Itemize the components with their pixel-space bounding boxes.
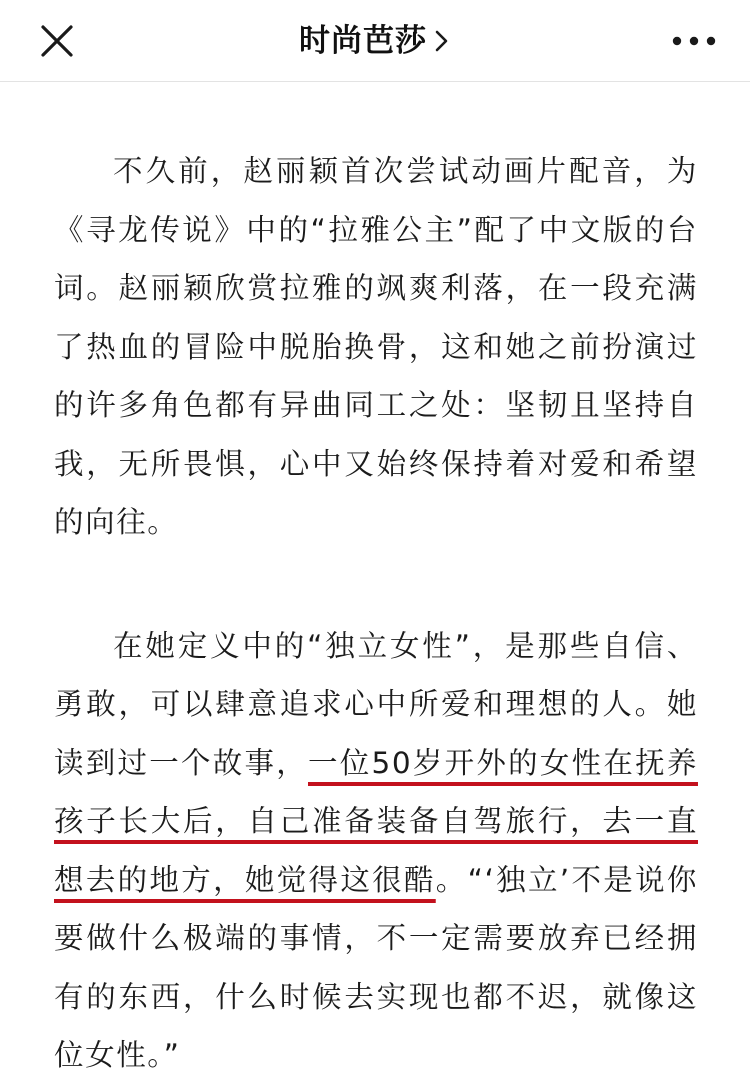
article-body: [54, 142, 698, 1085]
chevron-right-icon: [433, 27, 451, 55]
article-paragraph-2: [54, 617, 698, 1085]
paragraph-2-quote: 。“‘独立’不是说你要做什么极端的事情，不一定需要放弃已经拥有的东西，什么时候去实现也都不迟，就像这位女性。”: [54, 862, 698, 1072]
account-title-link[interactable]: [0, 18, 750, 64]
more-horizontal-icon: [668, 18, 720, 64]
underlined-highlight: 一位50岁开外的女性在抚养孩子长大后，自己准备装备自驾旅行，去一直想去的地方，她觉得这很酷: [54, 745, 698, 897]
more-options-button[interactable]: [668, 18, 720, 64]
paragraph-2-intro: 在她定义中的“独立女性”，是那些自信、勇敢，可以肆意追求心中所爱和理想的人。她读到过一个故事，: [54, 628, 698, 780]
page-title: 时尚芭莎: [299, 23, 427, 59]
article-paragraph-1: 不久前，赵丽颖首次尝试动画片配音，为《寻龙传说》中的“拉雅公主”配了中文版的台词。赵丽颖欣赏拉雅的飒爽利落，在一段充满了热血的冒险中脱胎换骨，这和她之前扮演过的许多角色都有异曲同工之处：坚韧且坚持自我，无所畏惧，心中又始终保持着对爱和希望的向往。: [54, 154, 698, 539]
top-navigation-bar: [0, 0, 750, 82]
